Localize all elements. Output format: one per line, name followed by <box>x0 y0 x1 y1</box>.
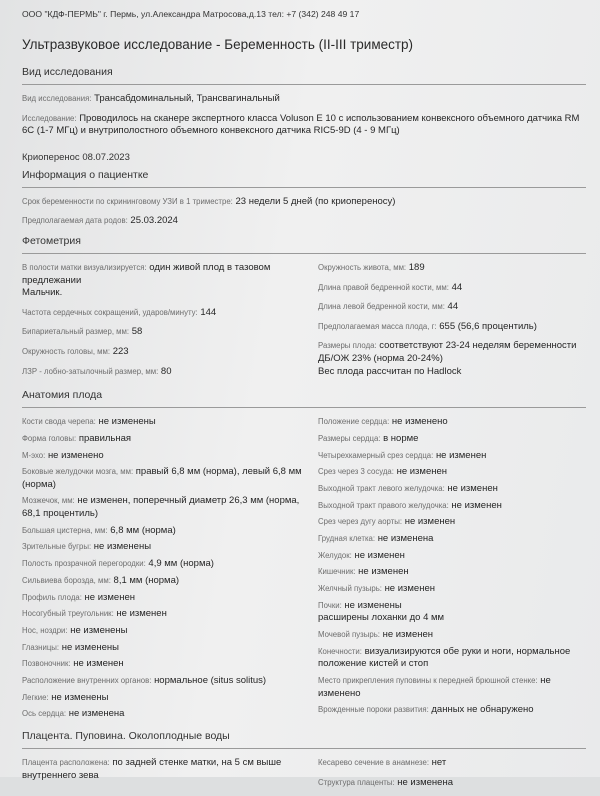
field-value: по задней стенке матки, на 5 см выше внутреннего зева <box>22 757 282 781</box>
field <box>22 93 584 106</box>
field <box>22 625 306 638</box>
field-value: 58 <box>131 326 143 338</box>
section-title-placenta: Плацента. Пуповина. Околоплодные воды <box>22 730 230 742</box>
field <box>22 196 584 209</box>
field-label: Нос, ноздри: <box>22 625 68 635</box>
field-value: Трансабдоминальный, Трансвагинальный <box>94 93 280 104</box>
field-value: 80 <box>160 365 172 377</box>
field-label: Плацента расположена: <box>22 758 110 767</box>
field-value: не изменена <box>68 708 125 720</box>
field <box>318 646 584 671</box>
field <box>318 675 584 700</box>
field-value: не изменен <box>396 466 448 478</box>
field-value: не изменен <box>451 499 502 511</box>
field-label: Желчный пузырь: <box>318 584 382 593</box>
field-label: Бипариетальный размер, мм: <box>22 327 130 337</box>
field-value: нет <box>431 757 447 768</box>
field-value: не изменен <box>382 628 434 640</box>
field <box>22 346 306 359</box>
study-type-fields <box>22 93 584 138</box>
field-value: 144 <box>200 306 217 318</box>
field <box>318 450 584 463</box>
field-label: Выходной тракт левого желудочка: <box>318 483 445 493</box>
field <box>22 558 306 571</box>
field-value: не изменена <box>397 776 453 788</box>
field-value: не изменено <box>391 416 448 428</box>
field-label: Легкие: <box>22 692 49 702</box>
field-label: Мозжечок, мм: <box>22 496 75 506</box>
field-label: Большая цистерна, мм: <box>22 525 108 535</box>
field <box>22 708 306 721</box>
field-label: Расположение внутренних органов: <box>22 675 152 685</box>
field <box>22 326 306 339</box>
field <box>22 525 306 538</box>
field-label: Вид исследования: <box>22 94 92 103</box>
field-value: не изменены <box>93 541 152 553</box>
field-value: не изменен <box>84 591 135 603</box>
section-divider <box>22 84 586 85</box>
field-value: визуализируются обе руки и ноги, нормальное положение кистей и стоп <box>318 645 571 670</box>
field-value: не изменен <box>358 566 409 578</box>
field-value: не изменены расширены лоханки до 4 мм <box>318 599 445 624</box>
field-value: 8,1 мм (норма) <box>113 574 180 586</box>
field <box>22 466 306 491</box>
field-label: Структура плаценты: <box>318 777 395 787</box>
field-label: Срез через 3 сосуда: <box>318 467 394 477</box>
fetometry-left <box>22 262 306 385</box>
field-value: не изменено <box>47 449 104 461</box>
field-label: Грудная клетка: <box>318 533 376 543</box>
field-label: Полость прозрачной перегородки: <box>22 559 146 569</box>
field-label: Позвоночник: <box>22 659 71 669</box>
field-label: Окружность головы, мм: <box>22 346 111 356</box>
field-value: не изменен <box>384 583 435 594</box>
field <box>22 541 306 554</box>
field-label: Кости свода черепа: <box>22 417 96 427</box>
field-value: соответствуют 23-24 неделям беременности ДБ/ОЖ 23% (норма 20-24%) Вес плода рассчитан по Hadlock <box>318 340 577 377</box>
field-label: Окружность живота, мм: <box>318 262 407 272</box>
field <box>22 433 306 446</box>
field-label: Конечности: <box>318 646 362 656</box>
field-value: не изменен <box>73 658 124 670</box>
field-value: 44 <box>447 301 459 313</box>
field <box>318 500 584 513</box>
clinic-header: ООО "КДФ-ПЕРМЬ" г. Пермь, ул.Александра Матросова,д.13 тел: +7 (342) 248 49 17 <box>22 9 360 19</box>
field-value: 25.03.2024 <box>130 215 178 227</box>
field-value: Проводилось на сканере экспертного класса Voluson E 10 с использованием конвексного объемного датчика RM 6C (1-7 МГц) и внутриполостного объемного конвексного датчика RIC5-9D (4 - 9 МГц) <box>22 112 580 137</box>
field-value: не изменен <box>354 549 405 561</box>
field-value: в норме <box>383 432 419 444</box>
anatomy-right <box>318 416 584 725</box>
field <box>318 262 584 275</box>
field-label: В полости матки визуализируется: <box>22 262 147 272</box>
field-value: не изменены <box>61 641 119 653</box>
field <box>318 416 584 429</box>
field-label: Врожденные пороки развития: <box>318 705 429 715</box>
field <box>318 301 584 314</box>
field-value: не изменены <box>98 416 156 428</box>
field-label: Профиль плода: <box>22 592 82 602</box>
field-label: Глазницы: <box>22 642 60 652</box>
field <box>318 600 584 625</box>
field-label: Боковые желудочки мозга, мм: <box>22 467 134 477</box>
field-label: Предполагаемая дата родов: <box>22 216 128 226</box>
field-label: Длина левой бедренной кости, мм: <box>318 302 445 312</box>
field <box>318 340 584 378</box>
field-label: Носогубный треугольник: <box>22 609 114 619</box>
field-value: не изменен <box>116 608 167 620</box>
field <box>318 282 584 295</box>
field-label: Почки: <box>318 600 342 610</box>
section-divider <box>22 407 586 408</box>
field <box>318 483 584 496</box>
field <box>318 629 584 642</box>
field <box>22 608 306 621</box>
field-value: 4,9 мм (норма) <box>148 558 214 570</box>
field-value: не изменены <box>51 691 109 703</box>
field-value: не изменен <box>447 482 498 494</box>
field <box>22 262 306 300</box>
field <box>318 777 584 790</box>
field <box>22 757 306 782</box>
field-value: 23 недели 5 дней (по криопереносу) <box>235 195 396 207</box>
field <box>318 433 584 446</box>
field <box>22 675 306 688</box>
field-value: 655 (56,6 процентиль) <box>439 320 537 332</box>
page-title: Ультразвуковое исследование - Беременность (II-III триместр) <box>22 37 414 52</box>
field-value: не изменено <box>318 674 551 699</box>
field-label: Кесарево сечение в анамнезе: <box>318 758 429 767</box>
field-label: Форма головы: <box>22 433 77 443</box>
field-label: Размеры сердца: <box>318 433 381 443</box>
field-value: данных не обнаружено <box>431 704 534 716</box>
field <box>318 583 584 596</box>
field-label: ЛЗР - лобно-затылочный размер, мм: <box>22 366 159 376</box>
field-value: правый 6,8 мм (норма), левый 6,8 мм (норма) <box>22 466 302 490</box>
field-value: не изменена <box>377 532 434 544</box>
field <box>318 466 584 479</box>
field <box>318 533 584 546</box>
field-label: М-эхо: <box>22 450 46 460</box>
field <box>22 575 306 588</box>
field-label: Положение сердца: <box>318 417 390 427</box>
field <box>318 550 584 563</box>
field <box>318 516 584 529</box>
field-value: не изменен <box>435 449 487 461</box>
field-value: 6,8 мм (норма) <box>110 524 176 536</box>
field-value: один живой плод в тазовом предлежании Мальчик. <box>22 261 271 299</box>
field-label: Ось сердца: <box>22 709 67 719</box>
field <box>22 450 306 463</box>
fetometry-grid <box>22 262 584 385</box>
section-divider <box>22 187 586 188</box>
section-divider <box>22 748 586 749</box>
field-label: Кишечник: <box>318 567 356 577</box>
field <box>22 642 306 655</box>
section-title-study-type: Вид исследования <box>22 66 113 78</box>
field-value: не изменен, поперечный диаметр 26,3 мм (норма, 68,1 процентиль) <box>22 495 300 520</box>
field-label: Исследование: <box>22 113 77 123</box>
patient-fields <box>22 196 584 228</box>
field <box>22 366 306 379</box>
field <box>22 658 306 671</box>
field <box>318 704 584 717</box>
field-label: Выходной тракт правого желудочка: <box>318 500 449 510</box>
field <box>318 321 584 334</box>
section-divider <box>22 253 586 254</box>
field-label: Место прикрепления пуповины к передней брюшной стенке: <box>318 675 538 685</box>
field <box>318 566 584 579</box>
field-label: Срез через дугу аорты: <box>318 517 403 527</box>
field-label: Размеры плода: <box>318 341 377 351</box>
field <box>22 495 306 520</box>
field <box>22 307 306 320</box>
field-label: Желудок: <box>318 550 352 560</box>
cryo-transfer-date: Криоперенос 08.07.2023 <box>22 151 130 163</box>
field-value: правильная <box>78 432 132 444</box>
field <box>22 215 584 228</box>
field-label: Сильвиева борозда, мм: <box>22 575 111 585</box>
section-title-anatomy: Анатомия плода <box>22 389 103 402</box>
field-label: Четырехкамерный срез сердца: <box>318 450 434 460</box>
field-value: 223 <box>112 345 129 357</box>
anatomy-grid <box>22 416 584 725</box>
field <box>22 113 584 138</box>
field-value: не изменен <box>404 516 456 528</box>
fetometry-right <box>318 262 584 385</box>
field <box>22 592 306 605</box>
field <box>22 416 306 429</box>
field-value: 44 <box>451 281 463 293</box>
section-title-fetometry: Фетометрия <box>22 234 81 247</box>
field-label: Предполагаемая масса плода, г: <box>318 321 437 331</box>
field-label: Длина правой бедренной кости, мм: <box>318 282 449 292</box>
field-value: не изменены <box>70 624 128 636</box>
field-value: нормальное (situs solitus) <box>154 674 267 686</box>
field-label: Частота сердечных сокращений, ударов/минуту: <box>22 307 198 317</box>
field <box>22 692 306 705</box>
field-label: Мочевой пузырь: <box>318 629 380 639</box>
anatomy-left <box>22 416 306 725</box>
field-value: 189 <box>408 261 425 273</box>
section-title-patient: Информация о пациентке <box>22 168 149 181</box>
field-label: Срок беременности по скрининговому УЗИ в 1 триместре: <box>22 196 233 206</box>
field <box>318 757 584 770</box>
field-label: Зрительные бугры: <box>22 542 92 552</box>
